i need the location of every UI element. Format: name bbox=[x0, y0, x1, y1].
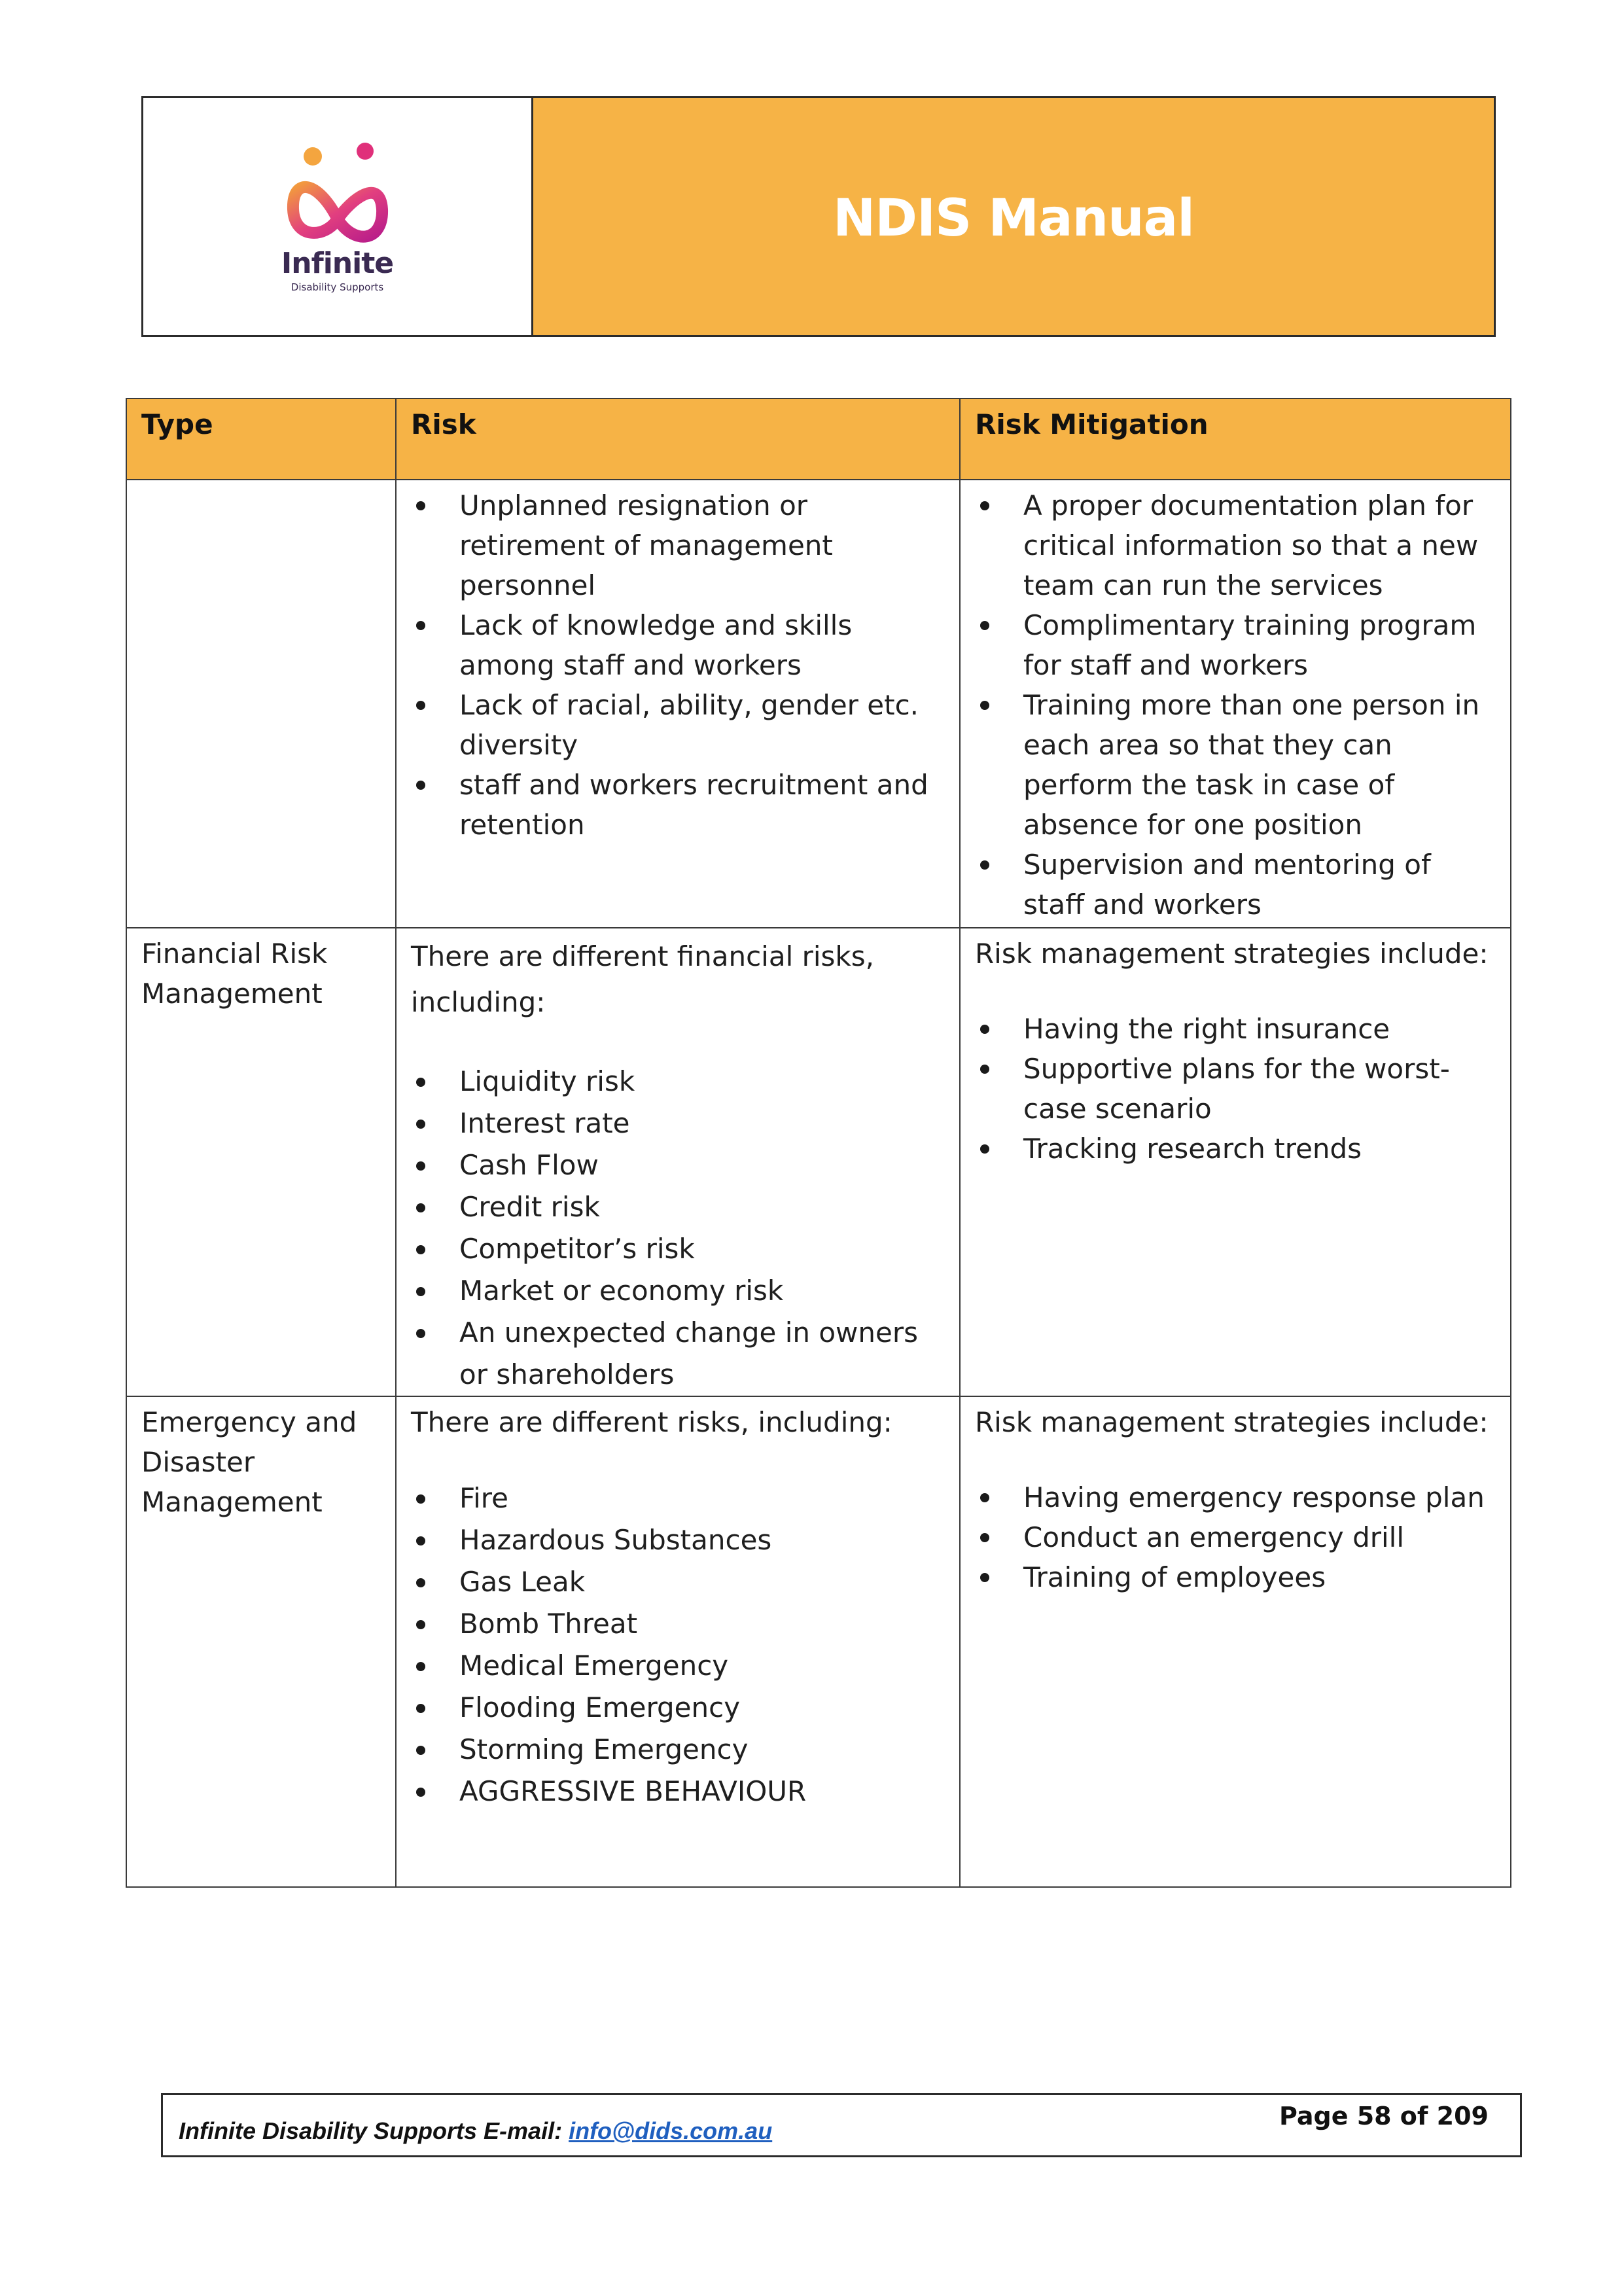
mitigation-list bbox=[975, 1009, 1496, 1169]
mitigation-list bbox=[975, 1477, 1496, 1597]
list-item: Gas Leak bbox=[411, 1561, 945, 1603]
list-item: Training more than one person in each area so that they can perform the task in case of absence for one position bbox=[975, 685, 1496, 845]
list-item: Training of employees bbox=[975, 1557, 1496, 1597]
header-risk: Risk bbox=[396, 398, 960, 480]
list-item: Having the right insurance bbox=[975, 1009, 1496, 1049]
list-item: Bomb Threat bbox=[411, 1603, 945, 1645]
risk-cell bbox=[396, 480, 960, 928]
list-item: Supervision and mentoring of staff and workers bbox=[975, 845, 1496, 925]
list-item: An unexpected change in owners or shareholders bbox=[411, 1312, 945, 1396]
type-cell bbox=[126, 480, 396, 928]
list-item: Tracking research trends bbox=[975, 1129, 1496, 1169]
list-item: Lack of racial, ability, gender etc. diversity bbox=[411, 685, 945, 765]
list-item: Conduct an emergency drill bbox=[975, 1517, 1496, 1557]
mitigation-intro: Risk management strategies include: bbox=[975, 1406, 1489, 1438]
header-risk-mitigation: Risk Mitigation bbox=[960, 398, 1511, 480]
list-item: Supportive plans for the worst-case scenario bbox=[975, 1049, 1496, 1129]
list-item: AGGRESSIVE BEHAVIOUR bbox=[411, 1771, 945, 1812]
logo-cell bbox=[143, 98, 533, 335]
list-item: Having emergency response plan bbox=[975, 1477, 1496, 1517]
risk-list bbox=[411, 486, 945, 845]
list-item: A proper documentation plan for critical information so that a new team can run the services bbox=[975, 486, 1496, 605]
mitigation-cell bbox=[960, 1396, 1511, 1887]
risk-list bbox=[411, 1477, 945, 1812]
risk-list bbox=[411, 1061, 945, 1396]
list-item: Hazardous Substances bbox=[411, 1519, 945, 1561]
risk-cell bbox=[396, 1396, 960, 1887]
logo-wordmark: Infinite bbox=[281, 246, 394, 280]
mitigation-cell bbox=[960, 928, 1511, 1396]
table-row bbox=[126, 1396, 1511, 1887]
list-item: Complimentary training program for staff and workers bbox=[975, 605, 1496, 685]
header-type: Type bbox=[126, 398, 396, 480]
list-item: Cash Flow bbox=[411, 1144, 945, 1186]
list-item: Interest rate bbox=[411, 1103, 945, 1144]
list-item: Market or economy risk bbox=[411, 1270, 945, 1312]
list-item: Competitor’s risk bbox=[411, 1228, 945, 1270]
page-number: Page 58 of 209 bbox=[1279, 2102, 1489, 2130]
document-header bbox=[141, 96, 1496, 337]
list-item: Unplanned resignation or retirement of management personnel bbox=[411, 486, 945, 605]
table-row bbox=[126, 480, 1511, 928]
type-cell bbox=[126, 1396, 396, 1887]
logo-subtitle: Disability Supports bbox=[291, 281, 384, 293]
type-cell bbox=[126, 928, 396, 1396]
footer-contact bbox=[179, 2117, 772, 2145]
mitigation-list bbox=[975, 486, 1496, 925]
footer-email-link[interactable]: info@dids.com.au bbox=[569, 2117, 773, 2144]
risk-intro: There are different financial risks, including: bbox=[411, 940, 874, 1018]
type-label: Financial Risk Management bbox=[141, 938, 328, 1010]
table-header-row bbox=[126, 398, 1511, 480]
table-row bbox=[126, 928, 1511, 1396]
risk-table bbox=[126, 398, 1511, 1888]
mitigation-intro: Risk management strategies include: bbox=[975, 938, 1489, 970]
risk-intro: There are different risks, including: bbox=[411, 1406, 892, 1438]
list-item: Medical Emergency bbox=[411, 1645, 945, 1687]
list-item: staff and workers recruitment and retention bbox=[411, 765, 945, 845]
list-item: Lack of knowledge and skills among staff and workers bbox=[411, 605, 945, 685]
list-item: Credit risk bbox=[411, 1186, 945, 1228]
list-item: Fire bbox=[411, 1477, 945, 1519]
type-label: Emergency and Disaster Management bbox=[141, 1406, 357, 1518]
footer-company-label: Infinite Disability Supports E-mail: bbox=[179, 2117, 563, 2144]
mitigation-cell bbox=[960, 480, 1511, 928]
list-item: Liquidity risk bbox=[411, 1061, 945, 1103]
list-item: Flooding Emergency bbox=[411, 1687, 945, 1729]
title-cell bbox=[533, 98, 1494, 335]
document-title: NDIS Manual bbox=[832, 189, 1195, 248]
page-footer bbox=[161, 2093, 1522, 2157]
risk-cell bbox=[396, 928, 960, 1396]
list-item: Storming Emergency bbox=[411, 1729, 945, 1771]
